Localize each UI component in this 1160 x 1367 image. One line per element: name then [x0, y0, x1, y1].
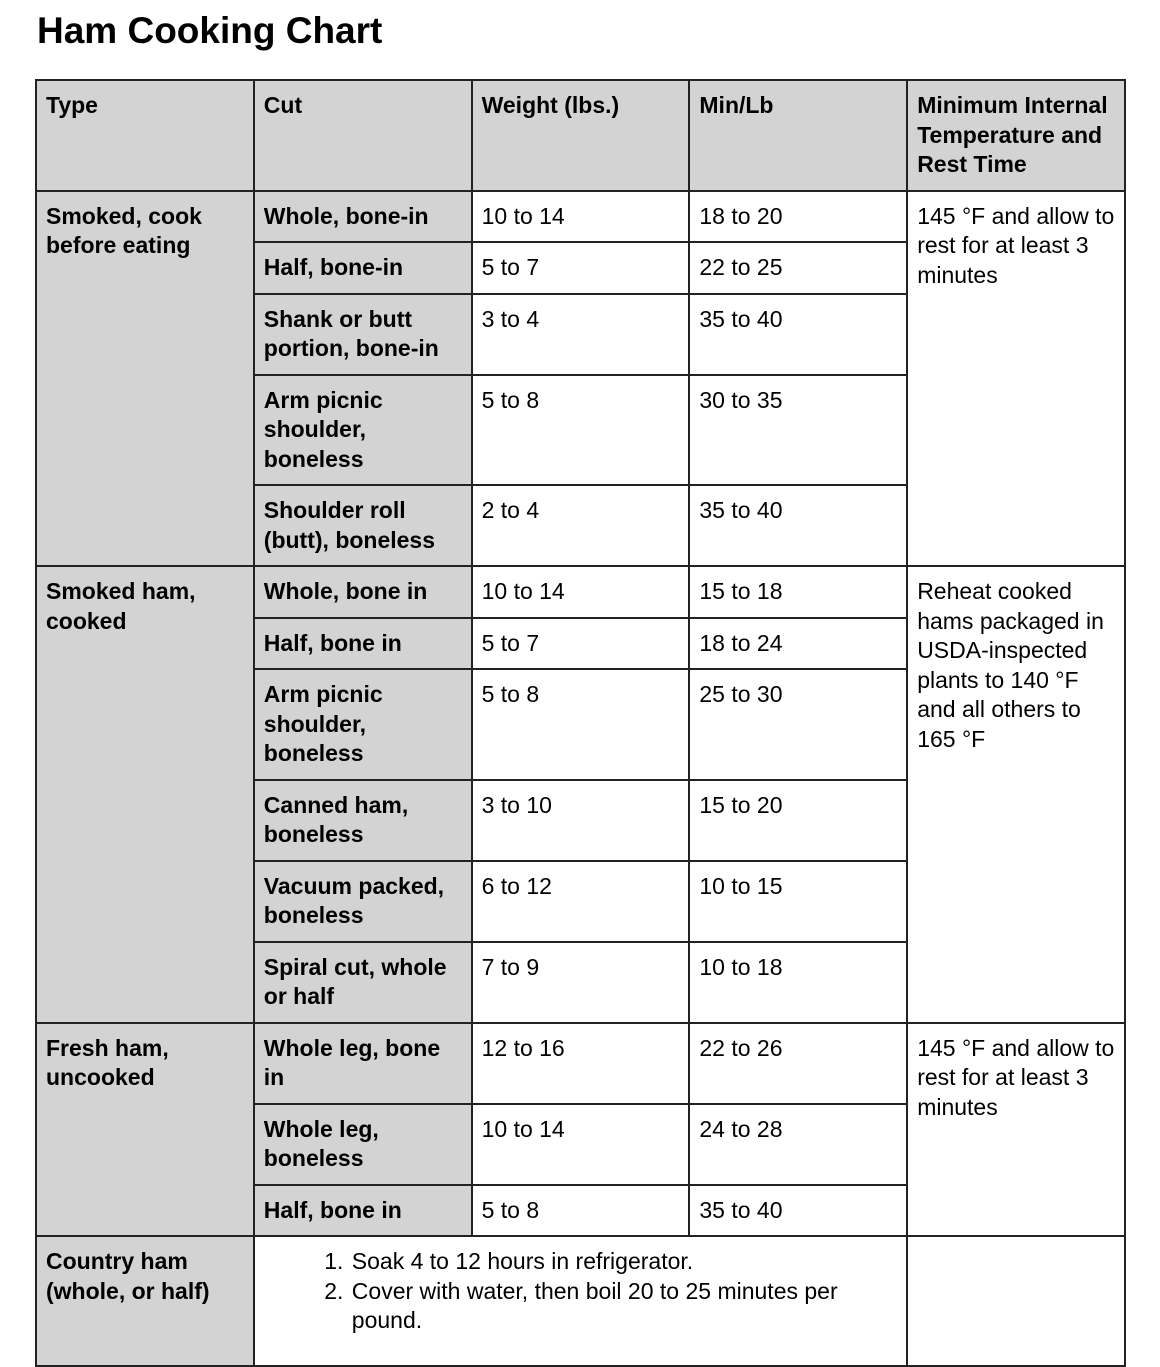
header-weight: Weight (lbs.)	[472, 80, 690, 191]
cut-cell: Whole, bone in	[254, 566, 472, 618]
min-per-lb-cell: 10 to 15	[689, 861, 907, 942]
min-per-lb-cell: 22 to 25	[689, 242, 907, 294]
min-per-lb-cell: 22 to 26	[689, 1023, 907, 1104]
page-title: Ham Cooking Chart	[37, 10, 383, 51]
weight-cell: 5 to 7	[472, 618, 690, 670]
min-per-lb-cell: 18 to 20	[689, 191, 907, 243]
weight-cell: 10 to 14	[472, 191, 690, 243]
weight-cell: 5 to 8	[472, 669, 690, 780]
header-type: Type	[36, 80, 254, 191]
min-per-lb-cell: 15 to 20	[689, 780, 907, 861]
instruction-step: 1. Soak 4 to 12 hours in refrigerator.	[350, 1247, 898, 1277]
type-cell: Country ham (whole, or half)	[36, 1236, 254, 1366]
min-per-lb-cell: 25 to 30	[689, 669, 907, 780]
min-per-lb-cell: 15 to 18	[689, 566, 907, 618]
header-row	[36, 80, 1125, 191]
table-row	[36, 566, 1125, 618]
temperature-cell: 145 °F and allow to rest for at least 3 minutes	[907, 191, 1125, 567]
cut-cell: Half, bone in	[254, 618, 472, 670]
weight-cell: 5 to 7	[472, 242, 690, 294]
cut-cell: Half, bone in	[254, 1185, 472, 1237]
table-row	[36, 191, 1125, 243]
min-per-lb-cell: 30 to 35	[689, 375, 907, 486]
min-per-lb-cell: 18 to 24	[689, 618, 907, 670]
instruction-list	[264, 1247, 898, 1336]
min-per-lb-cell: 35 to 40	[689, 485, 907, 566]
header-temperature: Minimum Internal Temperature and Rest Time	[907, 80, 1125, 191]
cut-cell: Spiral cut, whole or half	[254, 942, 472, 1023]
min-per-lb-cell: 35 to 40	[689, 1185, 907, 1237]
temperature-cell: 145 °F and allow to rest for at least 3 minutes	[907, 1023, 1125, 1237]
instruction-step: 2. Cover with water, then boil 20 to 25 minutes per pound.	[350, 1277, 898, 1336]
temperature-cell	[907, 1236, 1125, 1366]
weight-cell: 2 to 4	[472, 485, 690, 566]
min-per-lb-cell: 24 to 28	[689, 1104, 907, 1185]
cut-cell: Half, bone-in	[254, 242, 472, 294]
ham-cooking-table	[35, 79, 1126, 1367]
weight-cell: 3 to 4	[472, 294, 690, 375]
cut-cell: Shank or butt portion, bone-in	[254, 294, 472, 375]
cut-cell: Whole leg, boneless	[254, 1104, 472, 1185]
weight-cell: 12 to 16	[472, 1023, 690, 1104]
cut-cell: Canned ham, boneless	[254, 780, 472, 861]
cut-cell: Whole, bone-in	[254, 191, 472, 243]
type-cell: Fresh ham, uncooked	[36, 1023, 254, 1237]
weight-cell: 5 to 8	[472, 375, 690, 486]
min-per-lb-cell: 10 to 18	[689, 942, 907, 1023]
weight-cell: 10 to 14	[472, 1104, 690, 1185]
weight-cell: 6 to 12	[472, 861, 690, 942]
type-cell: Smoked, cook before eating	[36, 191, 254, 567]
table-row	[36, 1023, 1125, 1104]
country-ham-instructions	[254, 1236, 907, 1366]
weight-cell: 5 to 8	[472, 1185, 690, 1237]
cut-cell: Shoulder roll (butt), boneless	[254, 485, 472, 566]
cut-cell: Arm picnic shoulder, boneless	[254, 375, 472, 486]
cut-cell: Vacuum packed, boneless	[254, 861, 472, 942]
cut-cell: Arm picnic shoulder, boneless	[254, 669, 472, 780]
temperature-cell: Reheat cooked hams packaged in USDA-inspected plants to 140 °F and all others to 165 °F	[907, 566, 1125, 1023]
header-min-per-lb: Min/Lb	[689, 80, 907, 191]
weight-cell: 7 to 9	[472, 942, 690, 1023]
weight-cell: 3 to 10	[472, 780, 690, 861]
cut-cell: Whole leg, bone in	[254, 1023, 472, 1104]
min-per-lb-cell: 35 to 40	[689, 294, 907, 375]
table-row-country-ham	[36, 1236, 1125, 1366]
header-cut: Cut	[254, 80, 472, 191]
type-cell: Smoked ham, cooked	[36, 566, 254, 1023]
weight-cell: 10 to 14	[472, 566, 690, 618]
